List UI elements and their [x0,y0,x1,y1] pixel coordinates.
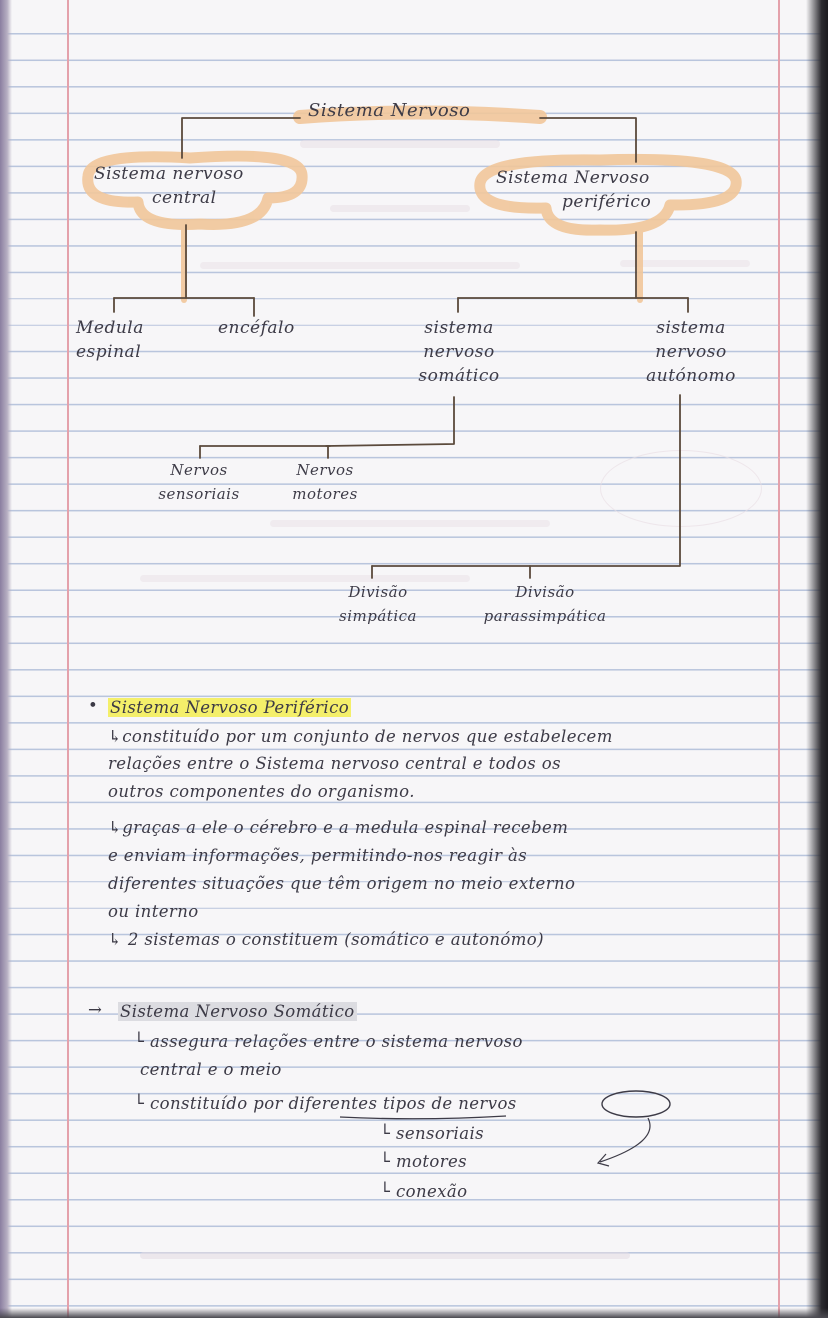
node-medula-line2: espinal [76,342,142,362]
node-somatico-line2: nervoso [423,342,495,362]
node-simpatica-line2: simpática [339,607,417,625]
notes-line-7: ou interno [108,902,199,921]
node-medula-line1: Medula [76,318,144,338]
node-snp-line2: periférico [562,192,652,212]
arrow-curve [600,1118,650,1162]
notes-line-6: diferentes situações que têm origem no meio externo [108,874,576,893]
notes-line-8: ↳ 2 sistemas o constituem (somático e autonómo) [108,930,544,949]
node-autonomo-line1: sistema [656,318,726,338]
bullet-dot: • [88,696,99,715]
node-nervos-motores-line2: motores [292,485,358,503]
node-snc-line1: Sistema nervoso [94,164,244,184]
notes-line-2: relações entre o Sistema nervoso central e todos os [108,754,561,773]
node-somatico-line3: somático [418,366,500,386]
page-bottom-shadow [0,1308,828,1318]
node-snp-line1: Sistema Nervoso [496,168,650,188]
node-nervos-motores-line1: Nervos [296,461,354,479]
nerve-type-conexao: └ conexão [380,1182,468,1201]
arrow-icon: → [88,1000,103,1019]
node-encefalo: encéfalo [218,318,295,338]
nerve-type-motores: └ motores [380,1152,468,1171]
underline-diferentes-tipos [340,1116,506,1119]
nerve-type-sensoriais: └ sensoriais [380,1124,484,1143]
notes-line-5: e enviam informações, permitindo-nos reagir às [108,846,528,865]
notes-line-3: outros componentes do organismo. [108,782,415,801]
node-parassimpatica-line1: Divisão [515,583,575,601]
somatico-heading-text: Sistema Nervoso Somático [120,1002,355,1021]
notes-line-1: ↳constituído por um conjunto de nervos que estabelecem [108,727,613,746]
node-autonomo-line3: autónomo [646,366,736,386]
notes-heading-text: Sistema Nervoso Periférico [110,698,350,717]
node-autonomo-line2: nervoso [655,342,727,362]
page-right-shadow [806,0,828,1318]
somatico-line-3: └ constituído por diferentes tipos de nervos [134,1094,517,1113]
somatico-line-1: └ assegura relações entre o sistema nervoso [134,1032,523,1051]
node-nervos-sensoriais-line2: sensoriais [158,485,240,503]
node-simpatica-line1: Divisão [348,583,408,601]
node-somatico-line1: sistema [424,318,494,338]
node-snc-line2: central [152,188,217,208]
circle-nervos [602,1091,670,1117]
somatico-line-2: central e o meio [140,1060,282,1079]
node-nervos-sensoriais-line1: Nervos [170,461,228,479]
notes-line-4: ↳graças a ele o cérebro e a medula espinal recebem [108,818,569,837]
root-node: Sistema Nervoso [308,100,471,121]
node-parassimpatica-line2: parassimpática [483,607,607,625]
